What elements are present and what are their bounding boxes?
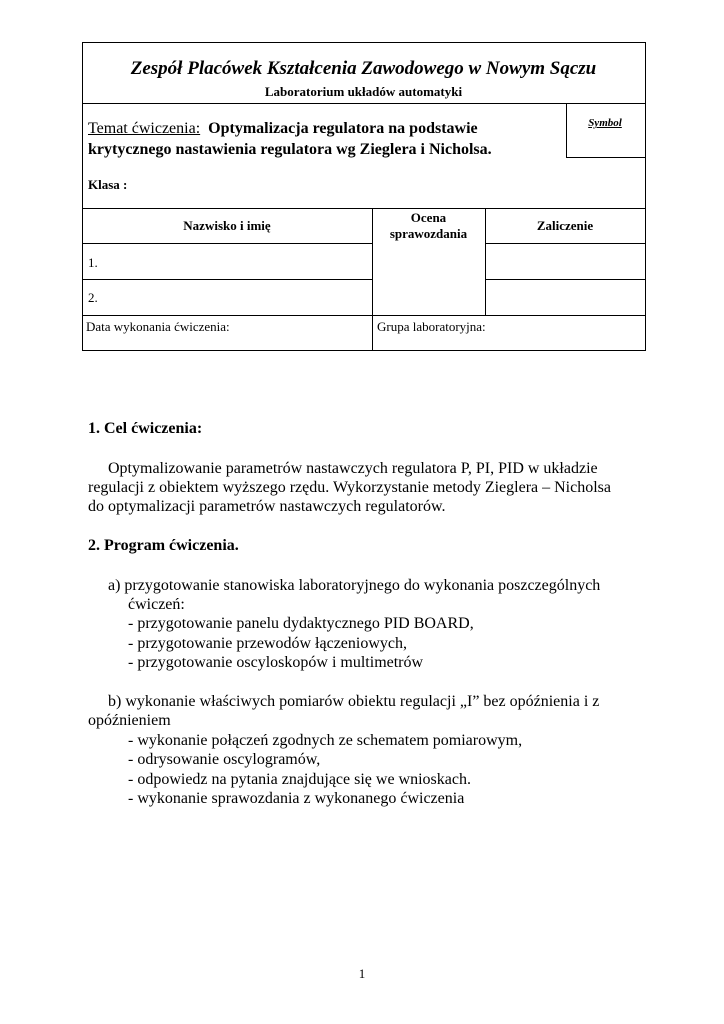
table-rule-under-topic: [566, 157, 646, 158]
column-grade-line2: sprawozdania: [389, 226, 468, 241]
program-b-subitem-2: - odrysowanie oscylogramów,: [128, 751, 321, 768]
program-b-subitem-3: - odpowiedz na pytania znajdujące się we wnioskach.: [128, 771, 471, 788]
group-label: Grupa laboratoryjna:: [377, 319, 486, 334]
table-rule-under-klasa: [82, 208, 646, 209]
section1-line-2: regulacji z obiektem wyższego rzędu. Wykorzystanie metody Zieglera – Nicholsa: [88, 479, 611, 496]
table-border-right: [645, 42, 646, 351]
program-a-subitem-1: - przygotowanie panelu dydaktycznego PID BOARD,: [128, 615, 474, 632]
date-label: Data wykonania ćwiczenia:: [86, 319, 230, 334]
column-name: Nazwisko i imię: [183, 218, 271, 233]
topic-title-line2: krytycznego nastawienia regulatora wg Zieglera i Nicholsa.: [88, 141, 492, 158]
program-a-subitem-3: - przygotowanie oscyloskopów i multimetrów: [128, 654, 424, 671]
class-label: Klasa :: [88, 177, 128, 192]
program-item-a: a) przygotowanie stanowiska laboratoryjnego do wykonania poszczególnych: [108, 577, 601, 594]
column-pass: Zaliczenie: [536, 218, 594, 233]
section2-heading: 2. Program ćwiczenia.: [88, 537, 239, 554]
column-grade: [372, 210, 485, 242]
page-number: 1: [358, 966, 366, 981]
student-row-1: 1.: [88, 255, 98, 270]
program-item-a-cont: ćwiczeń:: [128, 596, 185, 613]
table-border-top: [82, 42, 646, 43]
table-rule-under-colhead-right: [485, 243, 646, 244]
section1-line-3: do optymalizacji parametrów nastawczych regulatorów.: [88, 498, 446, 515]
symbol-label: Symbol: [588, 117, 622, 129]
table-rule-under-row1-left: [82, 279, 372, 280]
program-item-b: b) wykonanie właściwych pomiarów obiektu regulacji „I” bez opóźnienia i z: [108, 693, 600, 710]
program-a-subitem-2: - przygotowanie przewodów łączeniowych,: [128, 635, 407, 652]
program-b-subitem-4: - wykonanie sprawozdania z wykonanego ćwiczenia: [128, 790, 465, 807]
program-b-subitem-1: - wykonanie połączeń zgodnych ze schematem pomiarowym,: [128, 732, 523, 749]
topic-label: Temat ćwiczenia:: [88, 120, 201, 137]
table-rule-under-lab: [82, 103, 646, 104]
lab-name: Laboratorium układów automatyki: [264, 84, 463, 99]
table-divider-symbol: [566, 103, 567, 158]
section1-heading: 1. Cel ćwiczenia:: [88, 420, 203, 437]
table-rule-under-colhead: [82, 243, 372, 244]
program-item-b-cont: opóźnieniem: [88, 712, 171, 729]
table-rule-under-row1-right: [485, 279, 646, 280]
topic-title-line1: Optymalizacja regulatora na podstawie: [208, 120, 478, 137]
table-rule-under-row2: [82, 315, 646, 316]
exercise-topic: [88, 118, 558, 160]
column-grade-line1: Ocena: [410, 210, 447, 225]
school-name: Zespół Placówek Kształcenia Zawodowego w Nowym Sączu: [130, 58, 597, 79]
student-row-2: 2.: [88, 290, 98, 305]
section1-line-1: Optymalizowanie parametrów nastawczych regulatora P, PI, PID w układzie: [108, 460, 598, 477]
table-border-bottom: [82, 350, 646, 351]
